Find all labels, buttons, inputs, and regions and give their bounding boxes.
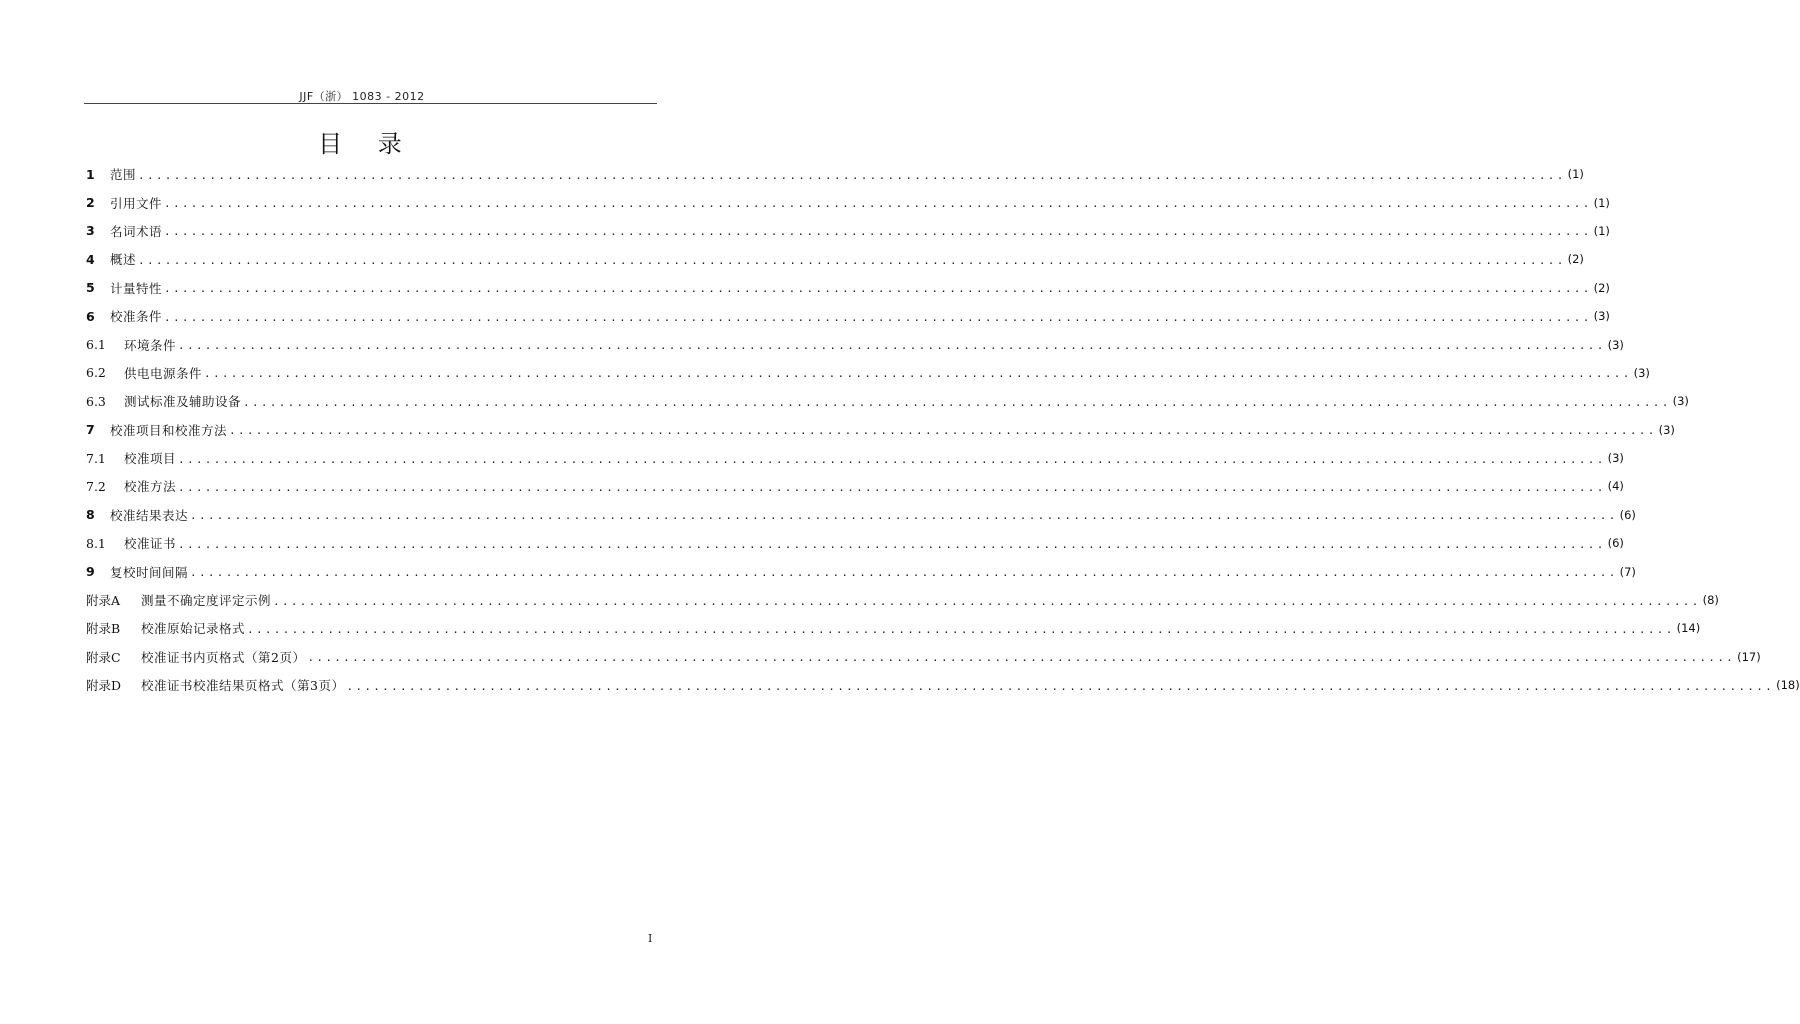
toc-entry-page: (3): [1607, 451, 1624, 466]
toc-entry[interactable]: [86, 330, 1624, 358]
toc-entry-title: 校准证书内页格式（第2页）: [141, 649, 306, 665]
toc-entry-title: 测量不确定度评定示例: [141, 593, 272, 609]
toc-entry[interactable]: [86, 557, 1636, 585]
toc-entry-page: (3): [1633, 365, 1650, 380]
dot-leader: ................................................................................................................................................................: [346, 679, 1775, 693]
dot-leader: ................................................................................................................................................................: [307, 651, 1736, 665]
toc-entry-number: 3: [86, 223, 95, 239]
toc-entry-page: (17): [1737, 649, 1761, 664]
toc-entry-number: 7: [86, 422, 95, 438]
toc-entry-title: 引用文件: [110, 195, 163, 211]
toc-entry[interactable]: [86, 614, 1701, 642]
toc-entry-title: 校准项目和校准方法: [110, 422, 228, 438]
toc-entry-number: 7.2: [86, 478, 106, 494]
toc-entry-title: 环境条件: [124, 337, 177, 353]
toc-entry-title: 校准条件: [110, 309, 163, 325]
dot-leader: ................................................................................................................................................................: [164, 197, 1592, 211]
toc-entry-page: (14): [1676, 621, 1701, 636]
toc-entry-title: 测试标准及辅助设备: [124, 394, 242, 410]
header-divider: [84, 103, 657, 104]
dot-leader: ................................................................................................................................................................: [178, 480, 1606, 494]
dot-leader: ................................................................................................................................................................: [164, 225, 1592, 239]
toc-entry-number: 4: [86, 251, 95, 267]
toc-entry-page: (3): [1593, 309, 1610, 324]
dot-leader: ................................................................................................................................................................: [178, 339, 1606, 353]
toc-entry[interactable]: [86, 274, 1610, 302]
toc-entry-page: (2): [1593, 280, 1610, 295]
toc-entry[interactable]: [86, 529, 1624, 557]
toc-entry[interactable]: [86, 586, 1719, 614]
dot-leader: ................................................................................................................................................................: [178, 537, 1606, 551]
dot-leader: ................................................................................................................................................................: [164, 282, 1592, 296]
toc-entry-page: (2): [1567, 252, 1584, 267]
toc-entry-title: 概述: [110, 252, 137, 268]
toc-entry-page: (3): [1607, 337, 1624, 352]
toc-entry-number: 8: [86, 507, 95, 523]
dot-leader: ................................................................................................................................................................: [247, 622, 1675, 636]
toc-entry-title: 校准结果表达: [110, 507, 189, 523]
toc-entry[interactable]: [86, 643, 1761, 671]
page-title: 目 录: [318, 130, 416, 158]
dot-leader: ................................................................................................................................................................: [178, 452, 1606, 466]
toc-entry-page: (4): [1607, 479, 1624, 494]
toc-entry[interactable]: [86, 245, 1584, 273]
toc-entry-number: 7.1: [86, 450, 106, 466]
toc-entry-page: (8): [1702, 593, 1719, 608]
toc-entry[interactable]: [86, 359, 1650, 387]
dot-leader: ................................................................................................................................................................: [273, 594, 1701, 608]
toc-entry-number: 6.1: [86, 337, 106, 353]
toc-entry-title: 校准项目: [124, 451, 177, 467]
toc-entry-number: 9: [86, 564, 95, 580]
table-of-contents: [86, 160, 1800, 699]
toc-entry[interactable]: [86, 416, 1675, 444]
toc-entry-number: 6.2: [86, 365, 106, 381]
toc-entry-title: 校准原始记录格式: [141, 621, 246, 637]
toc-entry-number: 6.3: [86, 393, 106, 409]
footer-page-number: I: [648, 932, 653, 945]
toc-entry-number: 附录D: [86, 678, 122, 694]
dot-leader: ................................................................................................................................................................: [229, 424, 1657, 438]
toc-entry-number: 6: [86, 308, 95, 324]
toc-entry[interactable]: [86, 387, 1689, 415]
toc-entry-page: (6): [1619, 507, 1636, 522]
dot-leader: ................................................................................................................................................................: [243, 395, 1671, 409]
toc-entry[interactable]: [86, 444, 1624, 472]
toc-entry-title: 供电电源条件: [124, 365, 203, 381]
toc-entry[interactable]: [86, 671, 1800, 699]
toc-entry-title: 校准证书校准结果页格式（第3页）: [141, 678, 345, 694]
toc-entry-number: 1: [86, 166, 95, 182]
toc-entry[interactable]: [86, 302, 1610, 330]
toc-entry-page: (18): [1776, 678, 1800, 693]
toc-entry-page: (3): [1672, 394, 1689, 409]
toc-entry-number: 附录B: [86, 621, 121, 637]
toc-entry[interactable]: [86, 217, 1610, 245]
toc-entry-number: 8.1: [86, 535, 106, 551]
toc-entry-title: 范围: [110, 167, 137, 183]
toc-entry-number: 附录A: [86, 593, 121, 609]
toc-entry-number: 2: [86, 195, 95, 211]
toc-entry-number: 附录C: [86, 649, 121, 665]
toc-entry-page: (6): [1607, 536, 1624, 551]
toc-entry-number: 5: [86, 280, 95, 296]
dot-leader: ................................................................................................................................................................: [190, 509, 1618, 523]
dot-leader: ................................................................................................................................................................: [204, 367, 1632, 381]
toc-entry-page: (3): [1658, 422, 1675, 437]
running-header: JJF（浙） 1083 - 2012: [299, 90, 425, 103]
toc-entry-title: 名词术语: [110, 223, 163, 239]
dot-leader: ................................................................................................................................................................: [164, 310, 1592, 324]
toc-entry-title: 复校时间间隔: [110, 564, 189, 580]
dot-leader: ................................................................................................................................................................: [138, 168, 1566, 182]
toc-entry-page: (1): [1593, 195, 1610, 210]
toc-entry-title: 校准方法: [124, 479, 177, 495]
toc-entry-page: (1): [1593, 223, 1610, 238]
toc-entry[interactable]: [86, 188, 1610, 216]
dot-leader: ................................................................................................................................................................: [190, 566, 1618, 580]
toc-entry[interactable]: [86, 472, 1624, 500]
toc-entry[interactable]: [86, 160, 1584, 188]
dot-leader: ................................................................................................................................................................: [138, 253, 1566, 267]
toc-entry-page: (1): [1567, 167, 1584, 182]
toc-entry-title: 校准证书: [124, 536, 177, 552]
toc-entry[interactable]: [86, 501, 1636, 529]
toc-entry-page: (7): [1619, 564, 1636, 579]
toc-entry-title: 计量特性: [110, 280, 163, 296]
